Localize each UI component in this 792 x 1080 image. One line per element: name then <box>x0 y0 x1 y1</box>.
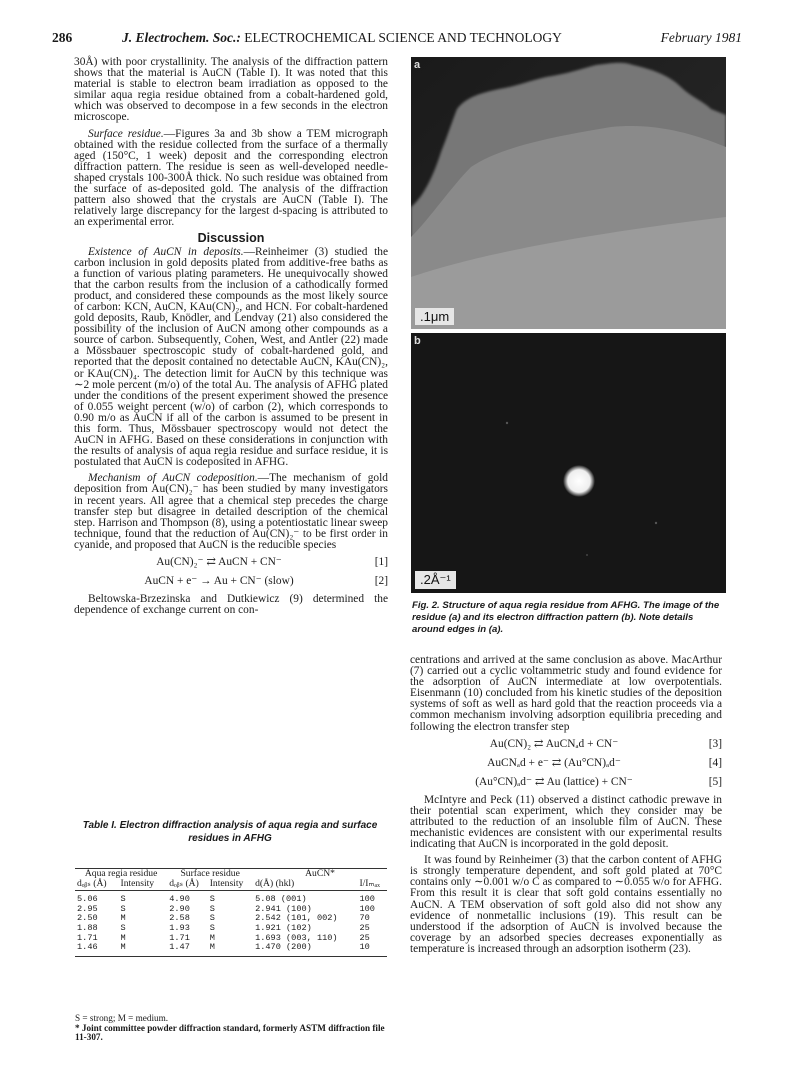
table-row: 1.46 M 1.47 M 1.470 (200) 10 <box>75 943 387 956</box>
equation-3: Au(CN)₂ ⇄ AuCNₐd + CN⁻ [3] <box>489 737 722 750</box>
equation-1: Au(CN)₂⁻ ⇄ AuCN + CN⁻ [1] <box>156 556 388 569</box>
right-column <box>410 655 722 960</box>
figure-caption: Fig. 2. Structure of aqua regia residue from AFHG. The image of the residue (a) and its electron diffraction pattern (b). Note details around edges in (a). <box>412 600 720 635</box>
table-row: 5.06 S 4.90 S 5.08 (001) 100 <box>77 894 375 905</box>
scale-bar-a: .1μm <box>415 308 454 325</box>
left-column <box>74 57 388 621</box>
figure-a-label: a <box>414 59 421 71</box>
paragraph: centrations and arrived at the same conclusion as above. MacArthur (7) carried out a cyclic voltammetric study and found evidence for the adsorption of AuCN intermediate at low overpotentials. Eisenmann (10) concluded from his kinetic studies of the deposition systems of soft as well as hard gold that the reaction proceeds via a common mechanism involving adsorption equilibria preceding and following the electron transfer step <box>410 654 722 733</box>
table-title: Table I. Electron diffraction analysis of aqua regia and surface residues in AFHG <box>82 820 378 844</box>
group-surface: Surface residue <box>167 869 253 879</box>
paragraph: 30Å) with poor crystallinity. The analysis of the diffraction pattern shows that the material is AuCN (Table I). It was noted that this material is stable to electron beam irradiation as opposed to the similar aqua regia residue obtained from a cobalt-hardened gold, which was observed to decompose in a few seconds in the electron microscope. <box>74 56 388 124</box>
col-intensity: Intensity <box>208 879 253 891</box>
scale-bar-b: .2Å⁻¹ <box>415 571 456 589</box>
paragraph: Mechanism of AuCN codeposition.—The mechanism of gold deposition from Au(CN)₂⁻ has been studied by many investigators in recent years. All agree that a chemical step precedes the charge transfer step but disagree in detailed description of the chemical step. Harrison and Thompson (8), using a potentiostatic linear sweep technique, found that the reduction of Au(CN)₂⁻ to be first order in cyanide, and proposed that AuCN is the reducible species <box>74 472 388 551</box>
tem-micrograph <box>411 57 726 329</box>
equation-2: AuCN + e⁻ → Au + CN⁻ (slow) [2] <box>144 575 388 588</box>
table-notes <box>75 1014 389 1043</box>
table-note-source: * Joint committee powder diffraction standard, formerly ASTM diffraction file 11-307. <box>75 1022 385 1043</box>
col-intensity-ratio: I/Iₘₐₓ <box>357 879 387 891</box>
paragraph: Surface residue.—Figures 3a and 3b show a TEM micrograph obtained with the residue collected from the surface of a thermally aged (150°C, 1 week) deposit and the corresponding electron diffraction pattern. The residue is seen as well-developed needle-shaped crystals 100-300Å thick. No such residue was obtained from the surface of as-deposited gold. The analysis of the diffraction pattern also showed that the crystals are AuCN (Table I). The relatively large discrepancy for the largest d-spacing is attributed to an experimental error. <box>74 127 389 229</box>
table-row: 1.88 S 1.93 S 1.921 (102) 25 <box>77 922 370 933</box>
table-row: 2.95 S 2.90 S 2.941 (100) 100 <box>77 903 375 914</box>
table-row: 2.50 M 2.58 S 2.542 (101, 002) 70 <box>77 913 370 924</box>
paragraph: It was found by Reinheimer (3) that the carbon content of AFHG is strongly temperature dependent, and soft gold plated at 70°C contains only ∼0.001 w/o C as compared to ∼0.055 w/o for AFHG. From this result it is clear that soft gold contains essentially no AuCN. A TEM observation of soft gold also did not show any evidence of nonmetallic inclusions (19). This result can be understood if the adsorption of AuCN is involved because the coverage by an adsorbed species decreases exponentially as temperature is increased through an adsorption isotherm (23). <box>410 854 722 955</box>
col-d-obs: dₒᵦₛ (Å) <box>167 879 208 891</box>
run-in-heading: Surface residue. <box>88 127 164 140</box>
equation-5: (Au°CN)ₐd⁻ ⇄ Au (lattice) + CN⁻ [5] <box>475 775 722 788</box>
diffraction-table <box>75 868 387 957</box>
paragraph: McIntyre and Peck (11) observed a distinct cathodic prewave in their potential scan experiment, which they consider may be attributed to the reduction of an insoluble film of AuCN. These mechanistic evidences are consistent with our experimental results indicating that AuCN is incorporated in the gold deposit. <box>410 793 722 851</box>
section-heading: Discussion <box>197 231 265 246</box>
diffraction-image <box>411 333 726 593</box>
paragraph: Existence of AuCN in deposits.—Reinheimer (3) studied the carbon inclusion in gold deposits plated from additive-free baths as a function of various plating parameters. He unequivocally showed that the carbon results from the inclusion of a cathodically formed product, and considered these compounds as the most likely source of carbon: KCN, AuCN, KAu(CN)₂, and HCN. For cobalt-hardened gold deposits, Raub, Knödler, and Lendvay (21) also considered the possibility of the inclusion of AuCN among other compounds as a source of carbon. Subsequently, Cohen, West, and Antler (22) made a Mössbauer spectroscopic study of cobalt-hardened gold, and reported that the deposit contained no detectable AuCN, KAu(CN)₂, or KAu(CN)₄. The detection limit for AuCN by this technique was ∼2 mole percent (m/o) of the total Au. The analysis of AFHG plated under the conditions of the present experiment showed the presence of 0.055 weight percent (w/o) of carbon (2), which corresponds to 0.90 m/o as AuCN if all of the carbon is assumed to be present in this form. Thus, Mössbauer spectroscopy would not detect the AuCN in AFHG. Based on these considerations in conjunction with the results of analysis of aqua regia residue and surface residue, it is postulated that AuCN is codeposited in AFHG. <box>74 245 388 469</box>
paragraph: Beltowska-Brzezinska and Dutkiewicz (9) determined the dependence of exchange current on con- <box>74 593 388 617</box>
journal-section: ELECTROCHEMICAL SCIENCE AND TECHNOLOGY <box>244 30 562 45</box>
micrograph-image <box>411 57 726 329</box>
issue-date: February 1981 <box>660 30 742 45</box>
table-row: 1.71 M 1.71 M 1.693 (003, 110) 25 <box>77 932 370 943</box>
group-aucn: AuCN* <box>253 869 387 879</box>
run-in-heading: Existence of AuCN in deposits. <box>88 245 244 258</box>
equation-4: AuCNₐd + e⁻ ⇄ (Au°CN)ₐd⁻ [4] <box>487 756 722 769</box>
running-header <box>52 30 742 48</box>
diffraction-pattern <box>411 333 726 593</box>
table-column-header <box>75 879 387 891</box>
col-intensity: Intensity <box>119 879 168 891</box>
table-note-abbrev: S = strong; M = medium. <box>75 1013 169 1023</box>
journal-title <box>122 30 562 46</box>
group-aqua-regia: Aqua regia residue <box>75 869 167 879</box>
page-number: 286 <box>52 30 73 45</box>
figure-b-label: b <box>414 335 421 347</box>
journal-name: J. Electrochem. Soc.: <box>122 30 241 45</box>
col-d-hkl: d(Å) (hkl) <box>253 879 357 891</box>
run-in-heading: Mechanism of AuCN codeposition. <box>88 472 258 485</box>
col-d-obs: dₒᵦₛ (Å) <box>75 879 119 891</box>
